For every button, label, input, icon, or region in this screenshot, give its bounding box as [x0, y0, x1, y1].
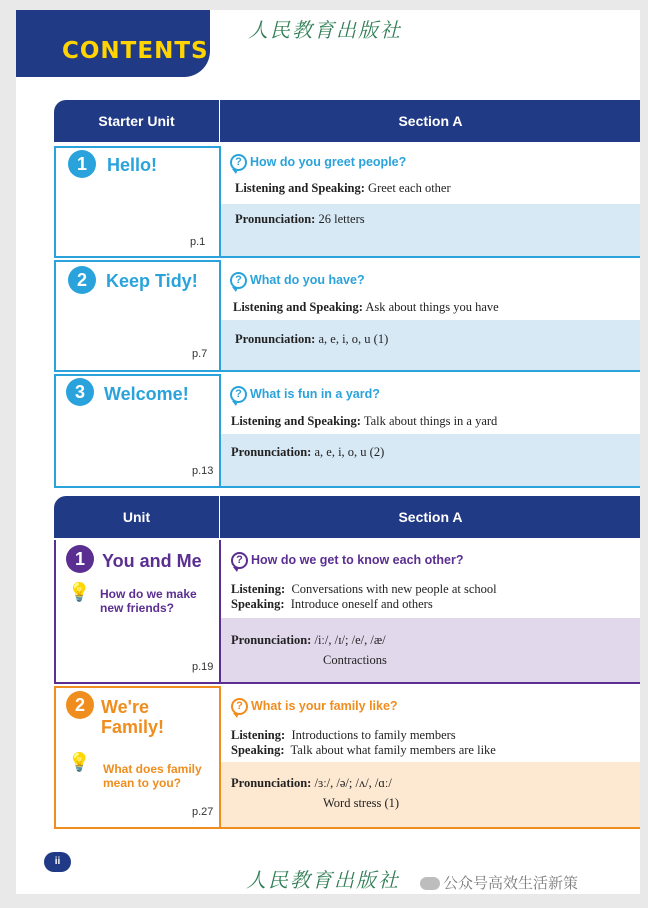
pronunciation-line: Pronunciation: /iː/, /ɪ/; /e/, /æ/ [231, 633, 386, 647]
pronunciation-line: Pronunciation: a, e, i, o, u (2) [231, 445, 385, 459]
unit-table-header [54, 496, 640, 538]
unit-number-badge: 2 [66, 691, 94, 719]
page-ref: p.19 [192, 661, 214, 673]
question-bubble-icon: ? [230, 154, 247, 171]
section-question: ? What do you have? [230, 272, 365, 289]
unit-number-badge: 1 [68, 150, 96, 178]
listening-line: Listening: Introductions to family members [231, 728, 456, 742]
page-ref: p.27 [192, 806, 214, 818]
unit-title: Hello! [107, 155, 158, 175]
starter-unit-3[interactable] [54, 374, 640, 488]
pronunciation-line: Pronunciation: /ɜː/, /ə/; /ʌ/, /ɑː/ [231, 776, 392, 790]
big-question: How do we make new friends? [100, 587, 197, 615]
pronunciation-band [221, 762, 640, 827]
contents-tab [16, 10, 210, 77]
pronunciation-line: Pronunciation: a, e, i, o, u (1) [235, 332, 389, 346]
contents-page [16, 10, 640, 894]
skill-line: Listening and Speaking: Greet each other [235, 181, 451, 195]
unit-number-badge: 3 [66, 378, 94, 406]
unit-title: We're Family! [101, 697, 165, 737]
section-question: ? What is fun in a yard? [230, 386, 380, 403]
question-bubble-icon: ? [231, 698, 248, 715]
unit-title: Keep Tidy! [106, 271, 198, 291]
unit-header-right: Section A [398, 509, 463, 525]
lightbulb-icon: 💡 [68, 582, 91, 602]
pronunciation-band [221, 434, 640, 486]
unit-title: You and Me [102, 551, 202, 571]
pronunciation-line-2: Contractions [323, 653, 387, 667]
wechat-icon [420, 877, 440, 890]
question-bubble-icon: ? [230, 386, 247, 403]
section-question: ? How do we get to know each other? [231, 552, 464, 569]
unit-number-badge: 1 [66, 545, 94, 573]
question-bubble-icon: ? [230, 272, 247, 289]
starter-table-header [54, 100, 640, 142]
starter-unit-1[interactable] [54, 146, 640, 258]
skill-line: Listening and Speaking: Ask about things you have [233, 300, 499, 314]
unit-number-badge: 2 [68, 266, 96, 294]
starter-header-left: Starter Unit [54, 100, 220, 142]
unit-1[interactable] [54, 540, 640, 684]
watermark: 公众号高效生活新策 [420, 872, 578, 893]
lightbulb-icon: 💡 [68, 752, 91, 772]
page-number: ii [44, 852, 71, 872]
unit-2[interactable] [54, 686, 640, 829]
publisher-logo-bottom: 人民教育出版社 [246, 868, 400, 892]
pronunciation-line-2: Word stress (1) [323, 796, 400, 810]
pronunciation-band [221, 618, 640, 682]
unit-title: Welcome! [104, 384, 189, 404]
starter-header-right: Section A [398, 113, 463, 129]
speaking-line: Speaking: Talk about what family members are like [231, 743, 496, 757]
pronunciation-line: Pronunciation: 26 letters [235, 212, 365, 226]
page-ref: p.1 [190, 236, 206, 248]
starter-unit-2[interactable] [54, 260, 640, 372]
page-ref: p.7 [192, 348, 208, 360]
page-ref: p.13 [192, 465, 214, 477]
question-bubble-icon: ? [231, 552, 248, 569]
listening-line: Listening: Conversations with new people at school [231, 582, 497, 596]
big-question: What does family mean to you? [103, 762, 202, 790]
publisher-logo-top: 人民教育出版社 [248, 18, 402, 42]
page-title: CONTENTS [62, 38, 209, 64]
speaking-line: Speaking: Introduce oneself and others [231, 597, 433, 611]
skill-line: Listening and Speaking: Talk about things in a yard [231, 414, 498, 428]
unit-header-left: Unit [54, 496, 220, 538]
section-question: ? What is your family like? [231, 698, 398, 715]
section-question: ? How do you greet people? [230, 154, 406, 171]
